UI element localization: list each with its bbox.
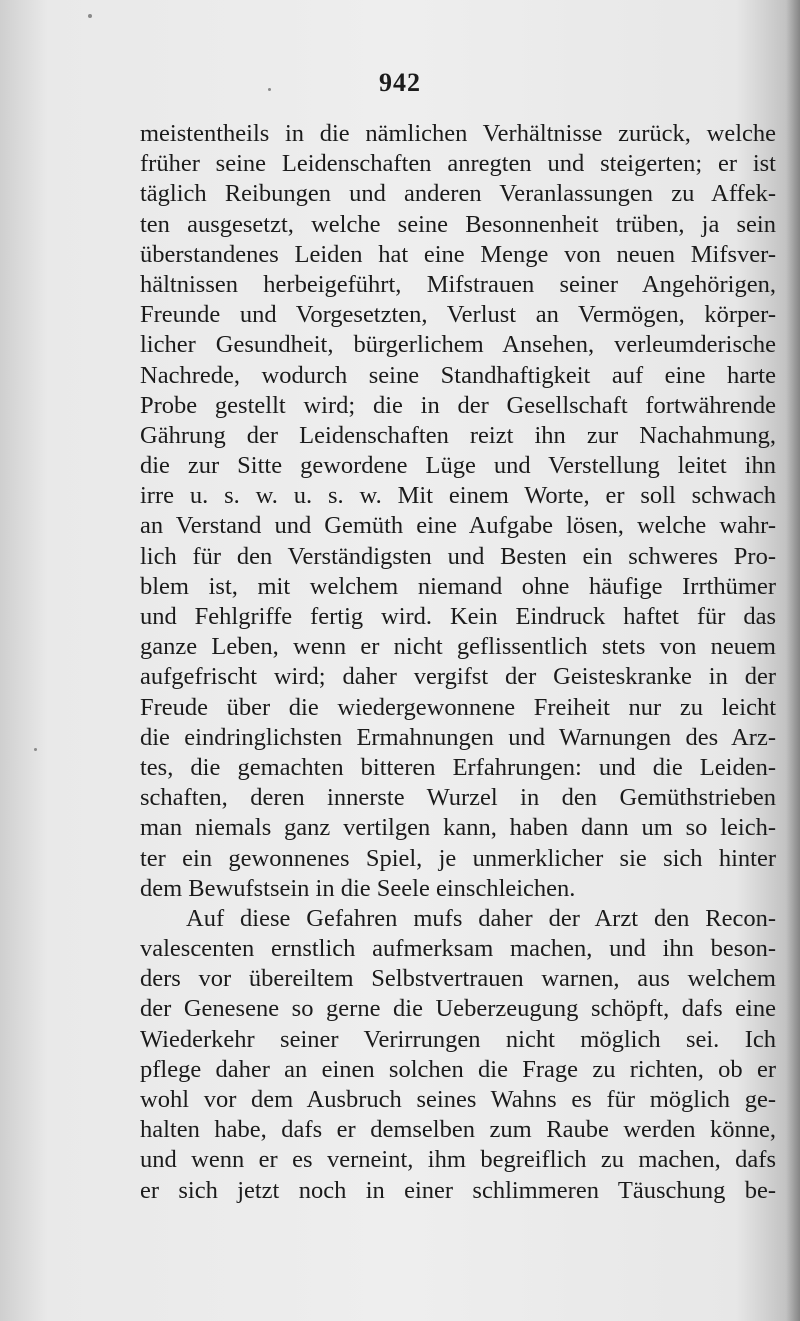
text-line: er sich jetzt noch in einer schlimmeren Täuschung be- (140, 1176, 776, 1204)
text-line: Auf diese Gefahren mufs daher der Arzt den Recon- (186, 904, 776, 932)
text-line: täglich Reibungen und anderen Veranlassungen zu Affek- (140, 180, 776, 208)
text-line: dem Bewufstsein in die Seele einschleichen. (140, 874, 576, 902)
text-line: tes, die gemachten bitteren Erfahrungen: und die Leiden- (140, 753, 776, 781)
text-line: blem ist, mit welchem niemand ohne häufige Irrthümer (140, 572, 776, 600)
page-edge-shadow (786, 0, 800, 1321)
text-line: irre u. s. w. u. s. w. Mit einem Worte, er soll schwach (140, 482, 776, 510)
page-number: 942 (379, 68, 421, 97)
text-line: lich für den Verständigsten und Besten ein schweres Pro- (140, 542, 776, 570)
text-line: ter ein gewonnenes Spiel, je unmerklicher sie sich hinter (140, 844, 776, 872)
body-text (140, 119, 776, 1206)
text-line: pflege daher an einen solchen die Frage zu richten, ob er (140, 1055, 776, 1083)
text-line: an Verstand und Gemüth eine Aufgabe lösen, welche wahr- (140, 512, 776, 540)
text-line: halten habe, dafs er demselben zum Raube werden könne, (140, 1116, 776, 1144)
text-line: meistentheils in die nämlichen Verhältnisse zurück, welche (140, 120, 776, 147)
text-line: und wenn er es verneint, ihm begreiflich zu machen, dafs (140, 1146, 776, 1174)
text-line: schaften, deren innerste Wurzel in den Gemüthstrieben (140, 784, 776, 812)
text-line: ten ausgesetzt, welche seine Besonnenheit trüben, ja sein (140, 210, 776, 238)
paper-speck (88, 14, 92, 18)
text-line: man niemals ganz vertilgen kann, haben dann um so leich- (140, 814, 776, 842)
text-line: Probe gestellt wird; die in der Gesellschaft fortwährende (140, 391, 776, 419)
text-line: die zur Sitte gewordene Lüge und Verstellung leitet ihn (140, 452, 776, 480)
text-line: Nachrede, wodurch seine Standhaftigkeit auf eine harte (140, 361, 776, 389)
text-line: hältnissen herbeigeführt, Mifstrauen seiner Angehörigen, (140, 270, 776, 298)
paper-speck (34, 748, 37, 751)
text-line: und Fehlgriffe fertig wird. Kein Eindruck haftet für das (140, 603, 776, 630)
text-line: ganze Leben, wenn er nicht geflissentlich stets von neuem (140, 633, 776, 661)
text-line: Freunde und Vorgesetzten, Verlust an Vermögen, körper- (140, 301, 776, 329)
text-line: wohl vor dem Ausbruch seines Wahns es für möglich ge- (140, 1086, 776, 1113)
text-line: licher Gesundheit, bürgerlichem Ansehen, verleumderische (140, 331, 776, 359)
text-line: der Genesene so gerne die Ueberzeugung schöpft, dafs eine (140, 995, 776, 1023)
text-line: Freude über die wiedergewonnene Freiheit nur zu leicht (140, 693, 776, 721)
text-line: Gährung der Leidenschaften reizt ihn zur Nachahmung, (140, 421, 776, 449)
text-line: valescenten ernstlich aufmerksam machen, und ihn beson- (140, 935, 776, 963)
text-line: ders vor übereiltem Selbstvertrauen warnen, aus welchem (140, 965, 776, 993)
text-line: aufgefrischt wird; daher vergifst der Geisteskranke in der (140, 663, 776, 691)
text-line: überstandenes Leiden hat eine Menge von neuen Mifsver- (140, 240, 776, 268)
text-line: Wiederkehr seiner Verirrungen nicht möglich sei. Ich (140, 1025, 776, 1053)
text-line: die eindringlichsten Ermahnungen und Warnungen des Arz- (140, 723, 776, 751)
text-line: früher seine Leidenschaften anregten und steigerten; er ist (140, 150, 776, 178)
